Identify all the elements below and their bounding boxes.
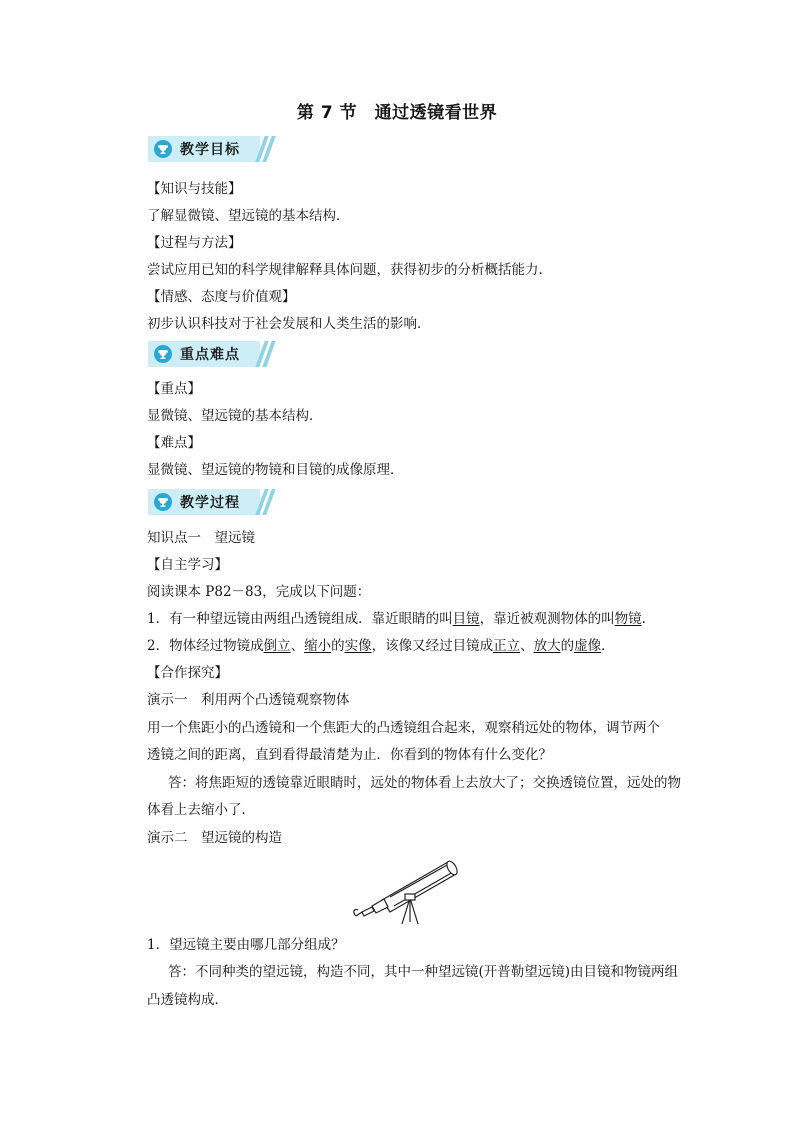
cooperative-heading: 【合作探究】 (147, 665, 228, 681)
answer-blank: 物镜 (614, 611, 642, 627)
question-2: 2．物体经过物镜成倒立、缩小的实像，该像又经过目镜成正立、放大的虚像． (147, 638, 615, 654)
keys-text-focus: 显微镜、望远镜的基本结构． (147, 408, 323, 424)
answer-blank: 虚像 (574, 638, 602, 654)
keys-text-difficulty: 显微镜、望远镜的物镜和目镜的成像原理． (147, 462, 404, 478)
answer-blank: 正立 (493, 638, 521, 654)
goals-text-process: 尝试应用已知的科学规律解释具体问题，获得初步的分析概括能力． (147, 262, 552, 278)
banner-label: 教学过程 (180, 495, 240, 511)
demo-1-title: 演示一 利用两个凸透镜观察物体 (147, 692, 350, 708)
self-study-heading: 【自主学习】 (147, 557, 228, 573)
answer-blank: 倒立 (263, 638, 291, 654)
answer-blank: 目镜 (452, 611, 480, 627)
question-1: 1．有一种望远镜由两组凸透镜组成．靠近眼睛的叫目镜，靠近被观测物体的叫物镜. (147, 611, 646, 627)
goals-heading-knowledge: 【知识与技能】 (147, 181, 242, 197)
demo-1-answer-line-2: 体看上去缩小了． (147, 802, 255, 818)
section-banner-process (148, 489, 272, 515)
knowledge-point-heading: 知识点一 望远镜 (147, 530, 255, 546)
trophy-icon (154, 493, 172, 511)
question-3-answer-line-2: 凸透镜构成． (147, 992, 228, 1008)
question-3-answer-line-1: 答：不同种类的望远镜，构造不同，其中一种望远镜(开普勒望远镜)由目镜和物镜两组 (168, 964, 679, 980)
page-title: 第 7 节 通过透镜看世界 (296, 103, 498, 123)
answer-blank: 实像 (344, 638, 372, 654)
demo-1-text-line-2: 透镜之间的距离，直到看得最清楚为止．你看到的物体有什么变化？ (147, 747, 552, 763)
keys-heading-difficulty: 【难点】 (147, 435, 201, 451)
answer-blank: 缩小 (304, 638, 332, 654)
section-banner-goals (148, 136, 272, 162)
demo-1-answer-line-1: 答：将焦距短的透镜靠近眼睛时，远处的物体看上去放大了；交换透镜位置，远处的物 (168, 775, 681, 791)
banner-label: 重点难点 (180, 347, 240, 363)
demo-1-text-line-1: 用一个焦距小的凸透镜和一个焦距大的凸透镜组合起来，观察稍远处的物体，调节两个 (147, 720, 660, 736)
goals-text-values: 初步认识科技对于社会发展和人类生活的影响． (147, 316, 431, 332)
demo-2-title: 演示二 望远镜的构造 (147, 830, 282, 846)
answer-blank: 放大 (533, 638, 561, 654)
reading-instruction: 阅读课本 P82－83，完成以下问题： (147, 584, 371, 600)
trophy-icon (154, 345, 172, 363)
telescope-illustration (350, 850, 470, 930)
banner-label: 教学目标 (180, 142, 240, 158)
section-banner-keys (148, 341, 272, 367)
question-3: 1．望远镜主要由哪几部分组成？ (147, 937, 345, 953)
goals-text-knowledge: 了解显微镜、望远镜的基本结构． (147, 208, 350, 224)
keys-heading-focus: 【重点】 (147, 381, 201, 397)
goals-heading-process: 【过程与方法】 (147, 235, 242, 251)
goals-heading-values: 【情感、态度与价值观】 (147, 289, 296, 305)
trophy-icon (154, 140, 172, 158)
